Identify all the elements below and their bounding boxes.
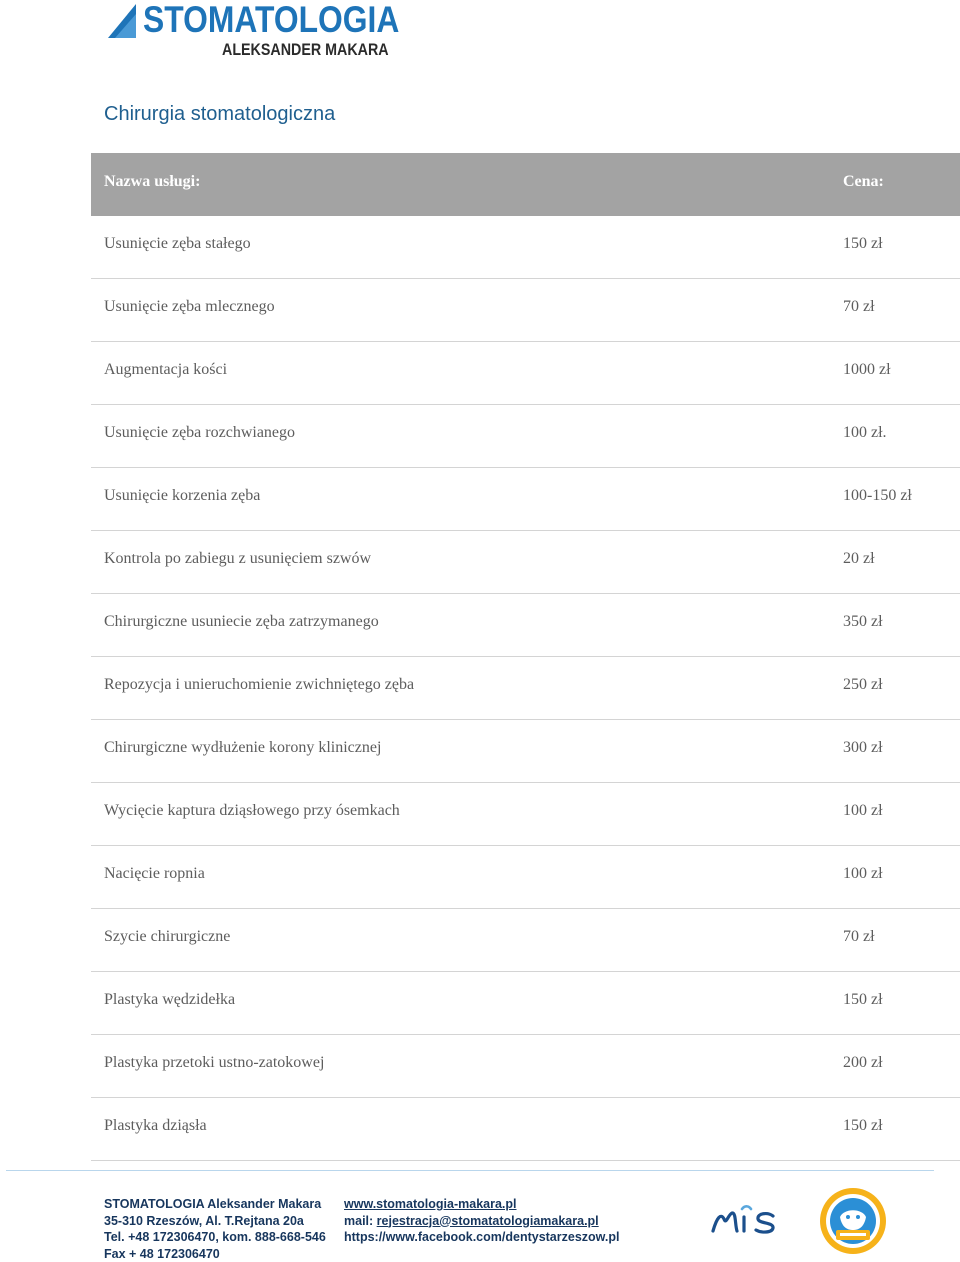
table-header [91,153,960,216]
footer-company: STOMATOLOGIA Aleksander Makara [104,1196,326,1213]
service-price: 150 zł [843,1098,883,1154]
service-name: Plastyka dziąsła [104,1098,207,1154]
service-name: Usunięcie zęba rozchwianego [104,405,295,461]
service-price: 1000 zł [843,342,891,398]
service-name: Repozycja i unieruchomienie zwichniętego zęba [104,657,414,713]
page-title: Chirurgia stomatologiczna [104,103,335,126]
service-name: Usunięcie zęba mlecznego [104,279,275,335]
table-row [91,342,960,405]
table-row [91,657,960,720]
service-name: Kontrola po zabiegu z usunięciem szwów [104,531,371,587]
table-row [91,909,960,972]
service-price: 250 zł [843,657,883,713]
logo-triangle-icon [106,2,142,40]
service-price: 100 zł. [843,405,887,461]
footer-mail-line [344,1213,620,1230]
table-row [91,846,960,909]
table-row [91,1098,960,1161]
service-name: Plastyka wędzidełka [104,972,235,1028]
footer-links [344,1196,620,1246]
service-name: Plastyka przetoki ustno-zatokowej [104,1035,324,1091]
award-badge-icon [818,1186,888,1256]
table-row [91,594,960,657]
table-row [91,972,960,1035]
service-price: 350 zł [843,594,883,650]
service-name: Usunięcie zęba stałego [104,216,251,272]
service-name: Wycięcie kaptura dziąsłowego przy ósemkach [104,783,400,839]
footer-phone: Tel. +48 172306470, kom. 888-668-546 [104,1229,326,1246]
footer-fax: Fax + 48 172306470 [104,1246,326,1262]
logo [106,2,376,60]
table-body [91,216,960,1161]
service-name: Usunięcie korzenia zęba [104,468,260,524]
table-row [91,1035,960,1098]
service-price: 200 zł [843,1035,883,1091]
service-name: Chirurgiczne wydłużenie korony klinicznej [104,720,381,776]
table-row [91,216,960,279]
header-name: Nazwa usługi: [104,153,200,211]
table-row [91,405,960,468]
table-row [91,720,960,783]
header-price: Cena: [843,153,884,211]
footer-mail-link[interactable]: rejestracja@stomatatologiamakara.pl [377,1214,599,1228]
footer-website-link[interactable]: www.stomatologia-makara.pl [344,1196,620,1213]
logo-title: STOMATOLOGIA [143,0,399,41]
service-price: 20 zł [843,531,875,587]
service-price: 150 zł [843,972,883,1028]
service-price: 70 zł [843,909,875,965]
service-price: 70 zł [843,279,875,335]
mis-logo-icon [711,1203,783,1237]
table-row [91,783,960,846]
service-name: Augmentacja kości [104,342,227,398]
logo-subtitle: ALEKSANDER MAKARA [222,40,389,60]
table-row [91,279,960,342]
service-name: Nacięcie ropnia [104,846,205,902]
service-name: Szycie chirurgiczne [104,909,230,965]
footer-address: 35-310 Rzeszów, Al. T.Rejtana 20a [104,1213,326,1230]
price-table [91,153,960,1161]
service-price: 300 zł [843,720,883,776]
table-row [91,468,960,531]
service-price: 100 zł [843,846,883,902]
footer-contact [104,1196,326,1262]
table-row [91,531,960,594]
service-price: 100 zł [843,783,883,839]
service-price: 100-150 zł [843,468,912,524]
footer-mail-label: mail: [344,1214,377,1228]
service-price: 150 zł [843,216,883,272]
footer-divider [6,1170,934,1171]
service-name: Chirurgiczne usuniecie zęba zatrzymanego [104,594,379,650]
footer-facebook-link[interactable]: https://www.facebook.com/dentystarzeszow.pl [344,1229,620,1246]
